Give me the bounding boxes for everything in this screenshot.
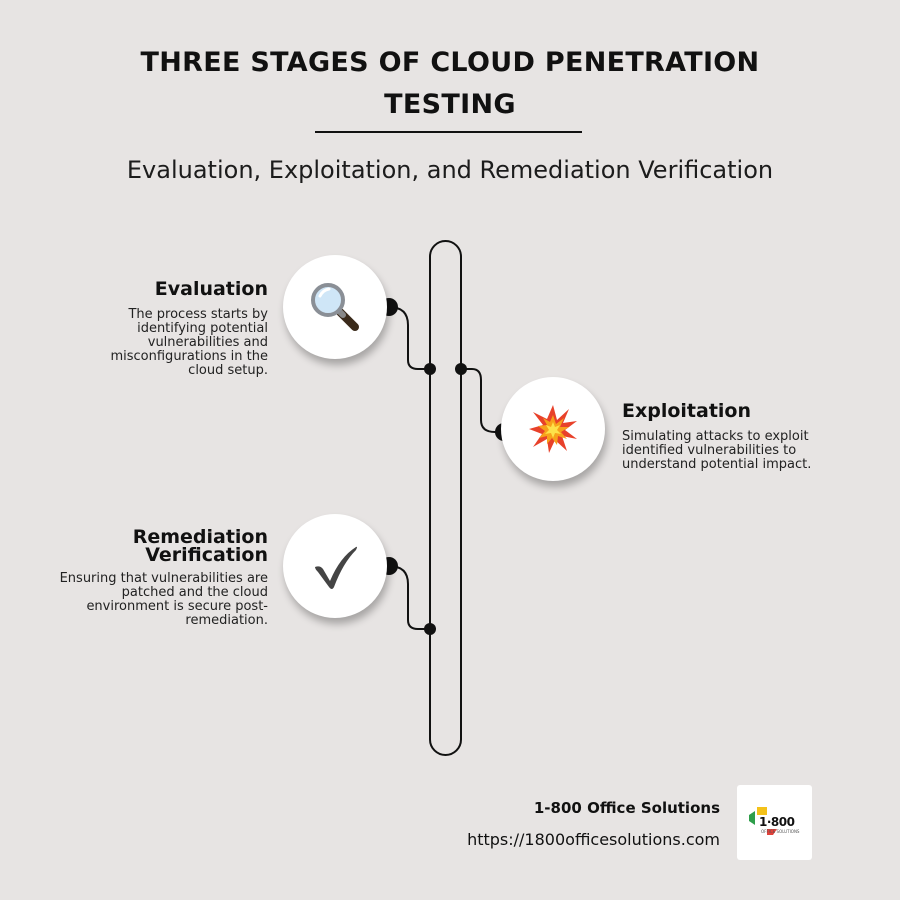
logo-subtext: OFFICE SOLUTIONS — [761, 829, 800, 834]
company-name: 1-800 Office Solutions — [533, 799, 720, 817]
remediation-connector — [389, 566, 430, 629]
evaluation-connector — [389, 307, 430, 369]
page-subtitle: Evaluation, Exploitation, and Remediation Verification — [126, 156, 774, 184]
exploitation-description: Simulating attacks to exploit identified vulnerabilities to understand potential impact. — [622, 429, 812, 472]
exploitation-track-dot — [455, 363, 467, 375]
remediation-track-dot — [424, 623, 436, 635]
remediation-icon-circle — [283, 514, 387, 618]
checkmark-icon — [310, 541, 360, 591]
magnifying-glass-icon — [307, 279, 363, 335]
remediation-title: Remediation Verification — [132, 526, 268, 566]
page-title: THREE STAGES OF CLOUD PENETRATION TESTING — [140, 47, 760, 120]
evaluation-description: The process starts by identifying potential vulnerabilities and misconfigurations in the cloud setup. — [110, 307, 268, 378]
evaluation-title: Evaluation — [154, 278, 268, 300]
logo-text: 1·800 — [759, 815, 795, 829]
exploitation-connector — [461, 369, 504, 432]
company-url[interactable]: https://1800officesolutions.com — [467, 830, 720, 849]
collision-icon — [527, 403, 579, 455]
exploitation-title: Exploitation — [622, 400, 751, 422]
evaluation-track-dot — [424, 363, 436, 375]
evaluation-icon-circle — [283, 255, 387, 359]
timeline-track — [430, 241, 461, 755]
company-logo — [737, 785, 812, 860]
remediation-description: Ensuring that vulnerabilities are patched and the cloud environment is secure post-remediation. — [59, 571, 268, 628]
exploitation-icon-circle — [501, 377, 605, 481]
